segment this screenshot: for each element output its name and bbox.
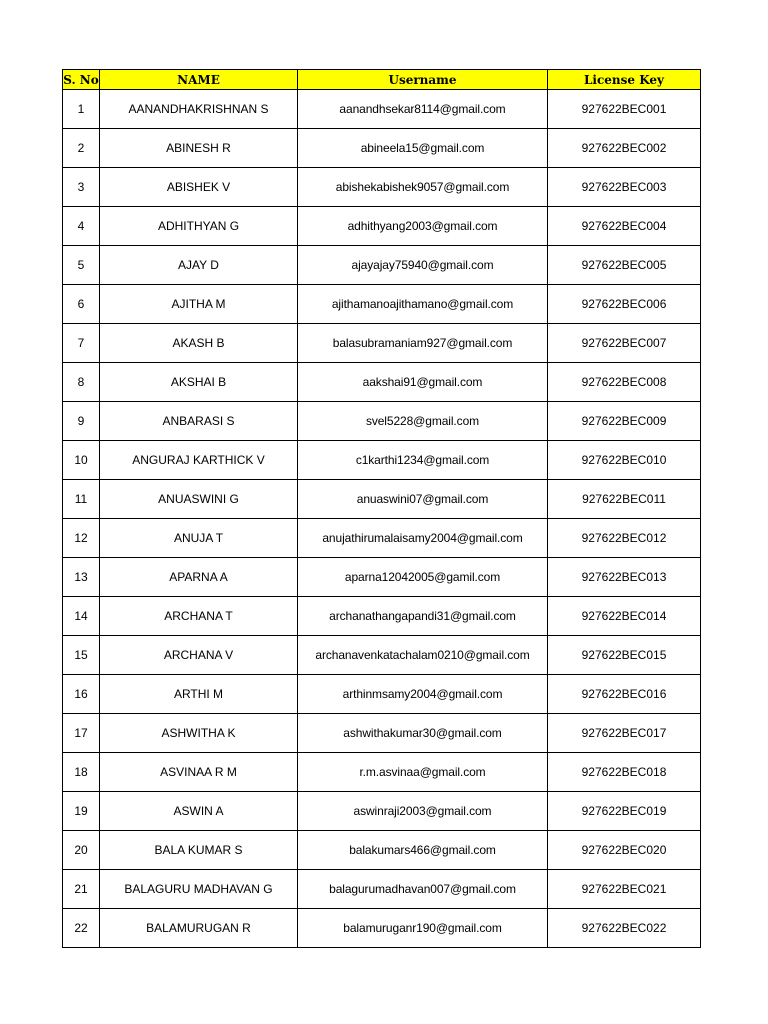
cell-sno: 1	[63, 90, 100, 129]
table-row	[63, 558, 701, 597]
header-username: Username	[298, 70, 548, 90]
header-license-key: License Key	[548, 70, 701, 90]
cell-license-key: 927622BEC020	[548, 831, 701, 870]
cell-license-key: 927622BEC010	[548, 441, 701, 480]
cell-username: c1karthi1234@gmail.com	[298, 441, 548, 480]
cell-name: AKASH B	[100, 324, 298, 363]
table-row	[63, 129, 701, 168]
cell-sno: 6	[63, 285, 100, 324]
table-row	[63, 909, 701, 948]
cell-sno: 2	[63, 129, 100, 168]
table-row	[63, 363, 701, 402]
cell-sno: 10	[63, 441, 100, 480]
cell-sno: 9	[63, 402, 100, 441]
cell-name: AANANDHAKRISHNAN S	[100, 90, 298, 129]
cell-username: balagurumadhavan007@gmail.com	[298, 870, 548, 909]
cell-name: ASHWITHA K	[100, 714, 298, 753]
cell-username: aparna12042005@gamil.com	[298, 558, 548, 597]
cell-name: AKSHAI B	[100, 363, 298, 402]
cell-username: arthinmsamy2004@gmail.com	[298, 675, 548, 714]
cell-sno: 8	[63, 363, 100, 402]
cell-username: svel5228@gmail.com	[298, 402, 548, 441]
cell-sno: 18	[63, 753, 100, 792]
cell-name: AJITHA M	[100, 285, 298, 324]
table-row	[63, 480, 701, 519]
cell-username: archanathangapandi31@gmail.com	[298, 597, 548, 636]
table-row	[63, 246, 701, 285]
cell-name: ANGURAJ KARTHICK V	[100, 441, 298, 480]
cell-username: balakumars466@gmail.com	[298, 831, 548, 870]
header-row	[63, 70, 701, 90]
table-row	[63, 675, 701, 714]
table-body	[63, 90, 701, 948]
cell-sno: 11	[63, 480, 100, 519]
cell-name: ASWIN A	[100, 792, 298, 831]
cell-name: ARTHI M	[100, 675, 298, 714]
cell-username: balasubramaniam927@gmail.com	[298, 324, 548, 363]
cell-sno: 22	[63, 909, 100, 948]
cell-license-key: 927622BEC005	[548, 246, 701, 285]
cell-license-key: 927622BEC013	[548, 558, 701, 597]
cell-username: balamuruganr190@gmail.com	[298, 909, 548, 948]
cell-license-key: 927622BEC007	[548, 324, 701, 363]
table-row	[63, 831, 701, 870]
student-license-table	[62, 69, 701, 948]
cell-sno: 4	[63, 207, 100, 246]
cell-name: ABINESH R	[100, 129, 298, 168]
cell-sno: 19	[63, 792, 100, 831]
cell-license-key: 927622BEC016	[548, 675, 701, 714]
table-row	[63, 285, 701, 324]
cell-license-key: 927622BEC019	[548, 792, 701, 831]
cell-name: BALA KUMAR S	[100, 831, 298, 870]
cell-username: archanavenkatachalam0210@gmail.com	[298, 636, 548, 675]
cell-username: aswinraji2003@gmail.com	[298, 792, 548, 831]
cell-sno: 17	[63, 714, 100, 753]
cell-sno: 15	[63, 636, 100, 675]
cell-license-key: 927622BEC018	[548, 753, 701, 792]
cell-license-key: 927622BEC022	[548, 909, 701, 948]
cell-sno: 12	[63, 519, 100, 558]
cell-name: ASVINAA R M	[100, 753, 298, 792]
cell-license-key: 927622BEC009	[548, 402, 701, 441]
cell-username: abishekabishek9057@gmail.com	[298, 168, 548, 207]
cell-license-key: 927622BEC014	[548, 597, 701, 636]
table-row	[63, 441, 701, 480]
cell-name: ANUASWINI G	[100, 480, 298, 519]
cell-sno: 14	[63, 597, 100, 636]
cell-username: abineela15@gmail.com	[298, 129, 548, 168]
table-row	[63, 402, 701, 441]
table-row	[63, 168, 701, 207]
table-row	[63, 90, 701, 129]
table-row	[63, 519, 701, 558]
cell-name: ARCHANA V	[100, 636, 298, 675]
table-row	[63, 753, 701, 792]
cell-license-key: 927622BEC012	[548, 519, 701, 558]
cell-username: r.m.asvinaa@gmail.com	[298, 753, 548, 792]
table-row	[63, 636, 701, 675]
cell-username: anujathirumalaisamy2004@gmail.com	[298, 519, 548, 558]
cell-license-key: 927622BEC017	[548, 714, 701, 753]
cell-name: ANUJA T	[100, 519, 298, 558]
table-row	[63, 714, 701, 753]
header-sno: S. No	[63, 70, 100, 90]
cell-license-key: 927622BEC002	[548, 129, 701, 168]
cell-username: anuaswini07@gmail.com	[298, 480, 548, 519]
table-row	[63, 597, 701, 636]
cell-username: adhithyang2003@gmail.com	[298, 207, 548, 246]
cell-license-key: 927622BEC021	[548, 870, 701, 909]
cell-sno: 7	[63, 324, 100, 363]
cell-username: ajayajay75940@gmail.com	[298, 246, 548, 285]
cell-license-key: 927622BEC001	[548, 90, 701, 129]
table-row	[63, 792, 701, 831]
cell-license-key: 927622BEC011	[548, 480, 701, 519]
cell-sno: 5	[63, 246, 100, 285]
cell-sno: 20	[63, 831, 100, 870]
table-row	[63, 324, 701, 363]
cell-name: ARCHANA T	[100, 597, 298, 636]
cell-sno: 16	[63, 675, 100, 714]
cell-license-key: 927622BEC003	[548, 168, 701, 207]
table-row	[63, 870, 701, 909]
cell-username: aakshai91@gmail.com	[298, 363, 548, 402]
cell-license-key: 927622BEC006	[548, 285, 701, 324]
cell-name: BALAGURU MADHAVAN G	[100, 870, 298, 909]
cell-license-key: 927622BEC008	[548, 363, 701, 402]
cell-username: ajithamanoajithamano@gmail.com	[298, 285, 548, 324]
cell-sno: 3	[63, 168, 100, 207]
cell-name: ANBARASI S	[100, 402, 298, 441]
header-name: NAME	[100, 70, 298, 90]
cell-license-key: 927622BEC004	[548, 207, 701, 246]
cell-name: AJAY D	[100, 246, 298, 285]
cell-name: ADHITHYAN G	[100, 207, 298, 246]
cell-username: aanandhsekar8114@gmail.com	[298, 90, 548, 129]
cell-sno: 13	[63, 558, 100, 597]
cell-sno: 21	[63, 870, 100, 909]
table-row	[63, 207, 701, 246]
cell-name: BALAMURUGAN R	[100, 909, 298, 948]
table-header	[63, 70, 701, 90]
cell-name: APARNA A	[100, 558, 298, 597]
cell-username: ashwithakumar30@gmail.com	[298, 714, 548, 753]
cell-name: ABISHEK V	[100, 168, 298, 207]
cell-license-key: 927622BEC015	[548, 636, 701, 675]
